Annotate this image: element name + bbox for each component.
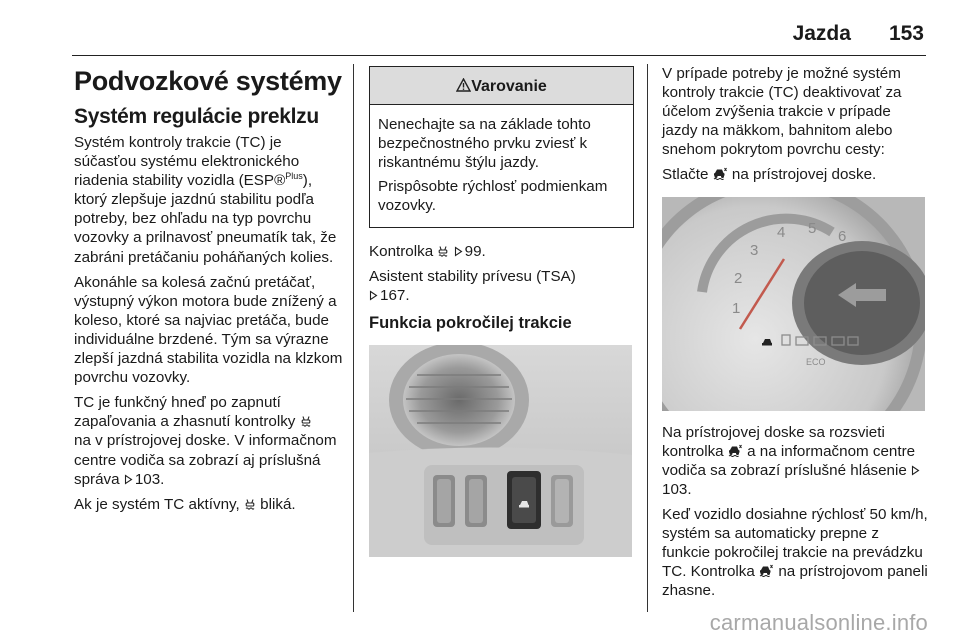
dashboard-switch-photo bbox=[369, 345, 632, 557]
paragraph-active: Ak je systém TC aktívny, bliká. bbox=[74, 495, 296, 513]
gauge-number: 5 bbox=[808, 219, 817, 237]
subsection-heading: Funkcia pokročilej trakcie bbox=[369, 313, 572, 332]
plus-superscript: Plus bbox=[285, 171, 303, 182]
gauge-number: 6 bbox=[838, 227, 847, 245]
page-reference-link[interactable]: 103. bbox=[134, 470, 165, 488]
traction-off-icon bbox=[728, 444, 743, 457]
paragraph-deactivate: V prípade potreby je možné systém kontroly trakcie (TC) deaktivovať za účelom zvýšenia trakcie v prípade jazdy na mäkkom, bahnitom alebo snehom pokrytom povrchu cesty: bbox=[662, 65, 902, 159]
paragraph-indicator: Na prístrojovej doske sa rozsvieti kontrolka a na informačnom centre vodiča sa zobrazí príslušné hlásenie 103. bbox=[662, 423, 928, 499]
column-1 bbox=[74, 64, 348, 520]
column-divider-1 bbox=[353, 64, 354, 612]
page-reference-icon bbox=[369, 290, 378, 301]
page-number: 153 bbox=[888, 22, 924, 45]
paragraph-press: Stlačte na prístrojovej doske. bbox=[662, 166, 877, 184]
warning-triangle-icon bbox=[456, 78, 471, 92]
traction-control-icon bbox=[300, 415, 312, 427]
page-reference-icon bbox=[911, 465, 920, 476]
traction-off-icon bbox=[759, 564, 774, 577]
paragraph-activation: TC je funkčný hneď po zapnutí zapaľovania a zhasnutí kontrolky na v prístrojovej doske. V informačnom centre vodiča sa zobrazí aj príslušná správa 103. bbox=[74, 394, 337, 488]
column-2 bbox=[369, 64, 634, 557]
gauge-number: 3 bbox=[750, 241, 759, 259]
eco-label: ECO bbox=[806, 356, 826, 367]
column-divider-2 bbox=[647, 64, 648, 612]
paragraph-intro: Systém kontroly trakcie (TC) je súčasťou systému elektronického riadenia stability vozidla (ESP®$^{Plus}$), ktorý zlepšuje jazdnú stabilitu podľa potreby, bez ohľadu na typ povrchu vozovky a prilnavosť pneumatík tak, že zabráni pretáčaniu poháňaných kolies. bbox=[74, 134, 337, 266]
instrument-cluster-photo bbox=[662, 197, 925, 411]
traction-control-icon bbox=[244, 498, 256, 510]
page-reference-link[interactable]: 167. bbox=[380, 286, 410, 304]
traction-off-icon bbox=[713, 167, 728, 180]
page-reference-icon bbox=[454, 246, 463, 257]
paragraph-auto-switch: Keď vozidlo dosiahne rýchlosť 50 km/h, systém sa automaticky prepne z funkcie pokročilej trakcie na prevádzku TC. Kontrolka na prístrojovom paneli zhasne. bbox=[662, 505, 928, 600]
page-reference-icon bbox=[124, 474, 133, 485]
page-header bbox=[793, 22, 924, 46]
warning-body bbox=[370, 105, 633, 226]
section-title: Jazda bbox=[792, 22, 851, 45]
warning-text-1: Nenechajte sa na základe tohto bezpečnostného prvku zviesť k riskantnému štýlu jazdy. bbox=[378, 116, 591, 172]
warning-title: Varovanie bbox=[471, 78, 547, 95]
indicator-reference: Kontrolka 99. bbox=[369, 242, 486, 260]
gauge-number: 2 bbox=[734, 269, 743, 287]
traction-control-icon bbox=[437, 245, 449, 257]
warning-box bbox=[369, 66, 634, 228]
watermark: carmanualsonline.info bbox=[709, 610, 928, 635]
chapter-title: Podvozkové systémy bbox=[74, 66, 342, 96]
column-3 bbox=[662, 64, 928, 606]
paragraph-operation: Akonáhle sa kolesá začnú pretáčať, výstupný výkon motora bude znížený a koleso, ktoré sa najviac pretáča, bude individuálne brzdené. Tým sa výrazne zlepší jazdná stabilita vozidla na klzkom povrchu vozovky. bbox=[74, 273, 343, 387]
tsa-reference: Asistent stability prívesu (TSA) 167. bbox=[369, 267, 576, 304]
gauge-number: 1 bbox=[732, 299, 741, 317]
gauge-number: 4 bbox=[777, 223, 786, 241]
header-divider bbox=[72, 55, 926, 56]
warning-text-2: Prispôsobte rýchlosť podmienkam vozovky. bbox=[378, 178, 608, 215]
page-reference-link[interactable]: 99. bbox=[464, 242, 486, 260]
page-reference-link[interactable]: 103. bbox=[662, 480, 692, 498]
section-heading: Systém regulácie preklzu bbox=[74, 105, 319, 128]
warning-header bbox=[370, 67, 633, 105]
